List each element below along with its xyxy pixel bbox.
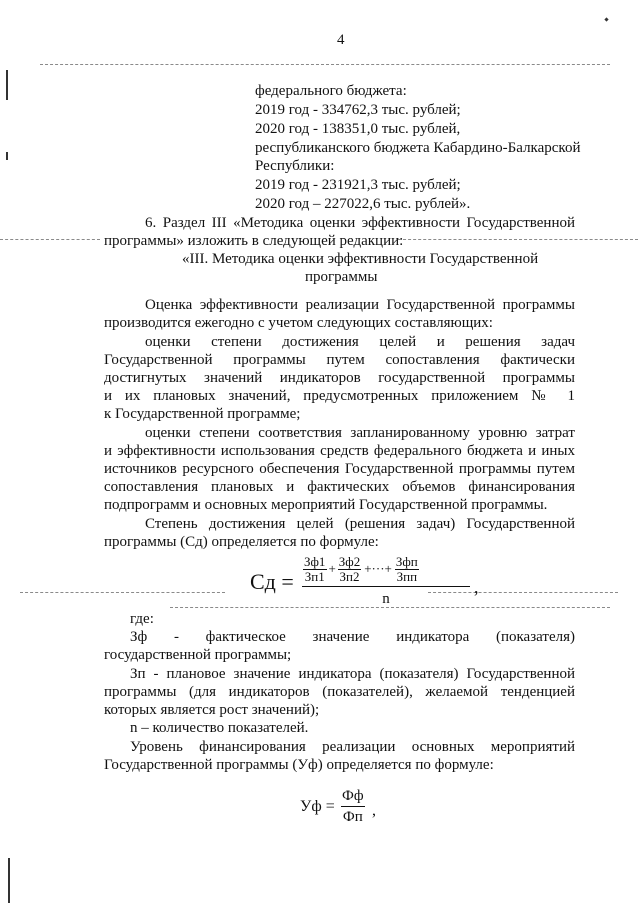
paragraph-line: производится ежегодно с учетом следующих составляющих: [104,315,493,331]
budget-line: Республики: [255,158,335,174]
paragraph-line: оценки степени достижения целей и решения задач [145,334,575,350]
where-rule [170,607,610,608]
formula-sd-comma: , [474,577,479,597]
scan-mark [8,858,10,903]
item6-rule [0,239,100,240]
formula-sd-fraction-bar [302,586,470,587]
fraction-f2: $\frac{Зф2}{Зп2}$ [338,553,361,584]
budget-line: республиканского бюджета Кабардино-Балкарской [255,140,581,156]
paragraph-line: сопоставления плановых и фактических объемов финансирования [104,479,575,495]
formula-sd-denominator: n [382,591,390,607]
formula-sd-lhs: Сд = [250,569,294,594]
formula-rule [20,592,225,593]
formula-uf-lhs: Уф = [300,798,335,815]
ellipsis-sum: +···+ [364,561,392,576]
paragraph-line: к Государственной программе; [104,406,301,422]
paragraph-line: программы (Сд) определяется по формуле: [104,534,379,550]
item6-line: программы» изложить в следующей редакции: [104,233,404,249]
scan-mark [6,70,8,100]
paragraph-line: и их плановых значений, предусмотренных приложением № 1 [104,388,575,404]
paragraph-line: Степень достижения целей (решения задач) Государственной [145,516,575,532]
section-title-line: программы [305,269,378,285]
paragraph-line: Оценка эффективности реализации Государственной программы [145,297,575,313]
fraction-fn: $\frac{\text{Зфп}}{\text{Зпп}}$ [395,553,418,584]
definition-line: программы (для индикаторов (показателей), желаемой тенденцией [104,684,575,700]
paragraph-line: Уровень финансирования реализации основных мероприятий [130,739,575,755]
section-title-line: «III. Методика оценки эффективности Государственной [182,251,539,267]
formula-sd-numerator [302,552,472,586]
paragraph-line: источников ресурсного обеспечения Государственной программы путем [104,461,575,477]
paragraph-line: подпрограмм и основных мероприятий Государственной программы. [104,497,548,513]
formula-uf-comma: , [372,802,376,819]
definition-line: государственной программы; [104,647,292,663]
where-label: где: [130,611,154,627]
budget-line: 2020 год - 138351,0 тыс. рублей, [255,121,461,137]
definition-line: которых является рост значений); [104,702,320,718]
page-number: 4 [337,32,345,48]
item6-line: 6. Раздел III «Методика оценки эффективности Государственной [145,215,575,231]
header-rule [40,64,610,65]
paragraph-line: оценки степени соответствия запланированному уровню затрат [145,425,575,441]
paragraph-line: достигнутых значений индикаторов государственной программы [104,370,575,386]
definition-line: Зп - плановое значение индикатора (показателя) Государственной [130,666,575,682]
paragraph-line: Государственной программы (Уф) определяется по формуле: [104,757,494,773]
budget-line: 2019 год - 334762,3 тыс. рублей; [255,102,461,118]
definition-line: n – количество показателей. [130,720,309,736]
plus-sign: + [328,561,336,576]
paragraph-line: Государственной программы путем сопоставления фактически [104,352,575,368]
paragraph-line: и эффективности использования средств федерального бюджета и иных [104,443,575,459]
scan-mark [604,17,608,21]
budget-line: 2019 год - 231921,3 тыс. рублей; [255,177,461,193]
formula-uf-fraction: Фф Фп [342,788,364,825]
fraction-f1: $\frac{Зф1}{Зп1}$ [304,553,326,584]
budget-line: федерального бюджета: [255,83,407,99]
budget-line: 2020 год – 227022,6 тыс. рублей». [255,196,471,212]
scan-mark [6,152,8,160]
item6-rule [398,239,638,240]
definition-line: Зф - фактическое значение индикатора (показателя) [130,629,575,645]
formula-sd-main-fraction [302,552,472,608]
